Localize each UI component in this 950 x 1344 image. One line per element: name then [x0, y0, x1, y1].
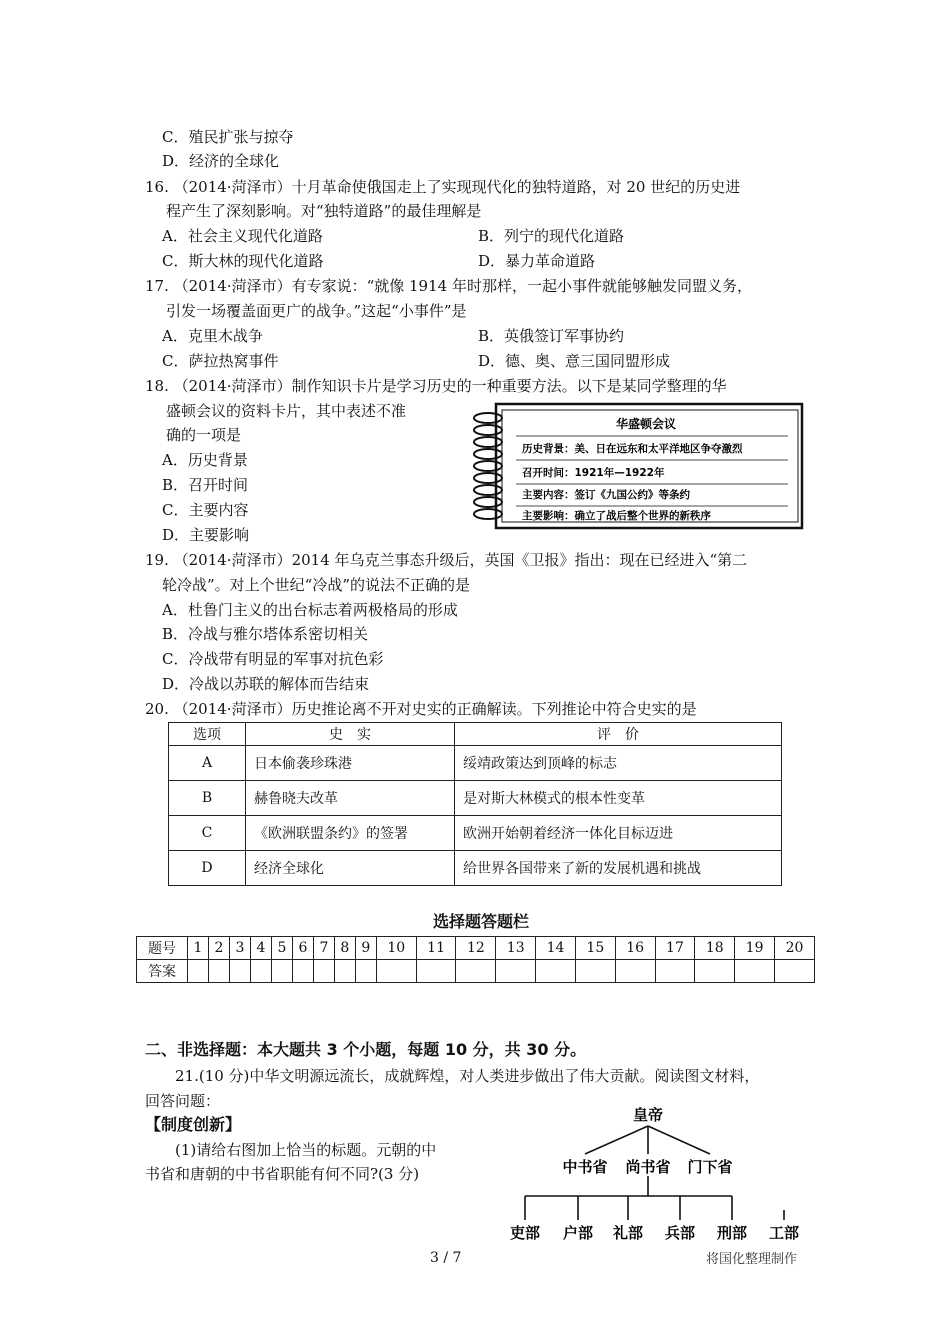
table-cell: D [169, 851, 246, 886]
answer-number-cell: 9 [355, 937, 376, 960]
org-chart [500, 1100, 820, 1250]
answer-number-cell: 16 [615, 937, 655, 960]
table-cell: 日本偷袭珍珠港 [246, 746, 455, 781]
answer-cell[interactable] [774, 960, 814, 983]
knowledge-card [466, 400, 808, 534]
answer-cell[interactable] [496, 960, 536, 983]
answer-number-cell: 11 [416, 937, 456, 960]
question-stem: 16. （2014·菏泽市）十月革命使俄国走上了实现现代化的独特道路，对 20 世纪的历史进 [145, 178, 741, 196]
option-text: C．斯大林的现代化道路 [162, 252, 324, 270]
answer-cell[interactable] [334, 960, 355, 983]
answer-input-row [137, 960, 815, 983]
question-stem: 19. （2014·菏泽市）2014 年乌克兰事态升级后，英国《卫报》指出：现在已经进入“第二 [145, 551, 748, 569]
answer-cell[interactable] [313, 960, 334, 983]
card-line: 主要内容：签订《九国公约》等条约 [522, 489, 690, 501]
table-cell: C [169, 816, 246, 851]
org-node: 工部 [768, 1224, 800, 1242]
org-node: 门下省 [687, 1158, 733, 1176]
answer-cell[interactable] [695, 960, 735, 983]
answer-number-cell: 12 [456, 937, 496, 960]
option-text: D．暴力革命道路 [478, 252, 596, 270]
answer-number-cell: 10 [376, 937, 416, 960]
answer-number-cell: 19 [735, 937, 775, 960]
table-row [169, 816, 782, 851]
option-text: A．社会主义现代化道路 [162, 227, 323, 245]
option-text: C．主要内容 [162, 501, 249, 519]
answer-number-cell: 8 [334, 937, 355, 960]
question-stem: 确的一项是 [166, 426, 242, 444]
row-label: 答案 [137, 960, 188, 983]
question-stem: 18. （2014·菏泽市）制作知识卡片是学习历史的一种重要方法。以下是某同学整理的华 [145, 377, 727, 395]
option-text: D．主要影响 [162, 526, 250, 544]
org-node: 礼部 [612, 1224, 644, 1242]
answer-cell[interactable] [271, 960, 292, 983]
table-cell: 赫鲁晓夫改革 [246, 781, 455, 816]
option-text: B．冷战与雅尔塔体系密切相关 [162, 625, 369, 643]
table-row [169, 851, 782, 886]
question-stem: 引发一场覆盖面更广的战争。”这起“小事件”是 [166, 302, 467, 320]
answer-cell[interactable] [188, 960, 209, 983]
answer-cell[interactable] [376, 960, 416, 983]
answer-number-cell: 7 [313, 937, 334, 960]
answer-number-cell: 3 [229, 937, 250, 960]
option-text: C．冷战带有明显的军事对抗色彩 [162, 650, 384, 668]
table-cell: 是对斯大林模式的根本性变革 [455, 781, 782, 816]
footer-credit: 将国化整理制作 [706, 1252, 798, 1267]
answer-table-title: 选择题答题栏 [433, 912, 530, 931]
table-cell: 《欧洲联盟条约》的签署 [246, 816, 455, 851]
answer-cell[interactable] [292, 960, 313, 983]
option-text: A．杜鲁门主义的出台标志着两极格局的形成 [162, 601, 458, 619]
answer-cell[interactable] [416, 960, 456, 983]
option-text: D．德、奥、意三国同盟形成 [478, 352, 671, 370]
option-text: A．克里木战争 [162, 327, 263, 345]
answer-cell[interactable] [208, 960, 229, 983]
org-chart-diagram [500, 1100, 820, 1250]
answer-cell[interactable] [575, 960, 615, 983]
table-header: 选项 [169, 723, 246, 746]
question-stem: 21.(10 分)中华文明源远流长，成就辉煌，对人类进步做出了伟大贡献。阅读图文材料， [175, 1067, 760, 1085]
question-stem: (1)请给右图加上恰当的标题。元朝的中 [175, 1141, 437, 1159]
notebook-card-image [466, 400, 808, 534]
question-stem: 盛顿会议的资料卡片，其中表述不准 [166, 402, 407, 420]
answer-number-cell: 2 [208, 937, 229, 960]
option-text: D．经济的全球化 [162, 152, 280, 170]
answer-number-cell: 6 [292, 937, 313, 960]
option-text: B．英俄签订军事协约 [478, 327, 625, 345]
org-node: 兵部 [664, 1224, 696, 1242]
q20-table [168, 722, 782, 886]
org-node-emperor: 皇帝 [632, 1106, 664, 1124]
table-header-row [169, 723, 782, 746]
question-stem: 20. （2014·菏泽市）历史推论离不开对史实的正确解读。下列推论中符合史实的是 [145, 700, 697, 718]
option-text: A．历史背景 [162, 451, 248, 469]
question-stem: 轮冷战”。对上个世纪“冷战”的说法不正确的是 [162, 576, 471, 594]
table-cell: 欧洲开始朝着经济一体化目标迈进 [455, 816, 782, 851]
answer-number-cell: 15 [575, 937, 615, 960]
org-node: 中书省 [562, 1158, 608, 1176]
table-cell: 绥靖政策达到顶峰的标志 [455, 746, 782, 781]
org-node: 吏部 [509, 1224, 541, 1242]
table-cell: B [169, 781, 246, 816]
table-cell: 给世界各国带来了新的发展机遇和挑战 [455, 851, 782, 886]
answer-number-cell: 14 [536, 937, 576, 960]
card-line: 历史背景：美、日在远东和太平洋地区争夺激烈 [522, 443, 743, 455]
answer-cell[interactable] [229, 960, 250, 983]
answer-cell[interactable] [655, 960, 695, 983]
page-number: 3 / 7 [430, 1250, 462, 1266]
answer-number-cell: 4 [250, 937, 271, 960]
card-line: 召开时间：1921年—1922年 [522, 467, 665, 479]
table-row [169, 746, 782, 781]
question-stem: 程产生了深刻影响。对“独特道路”的最佳理解是 [166, 202, 482, 220]
table-cell: 经济全球化 [246, 851, 455, 886]
option-text: B．列宁的现代化道路 [478, 227, 625, 245]
answer-number-cell: 18 [695, 937, 735, 960]
answer-table [136, 936, 815, 983]
question-stem: 17. （2014·菏泽市）有专家说：“就像 1914 年时那样，一起小事件就能够触发同盟义务， [145, 277, 752, 295]
answer-number-cell: 5 [271, 937, 292, 960]
answer-cell[interactable] [735, 960, 775, 983]
org-node: 尚书省 [625, 1158, 671, 1176]
answer-number-cell: 17 [655, 937, 695, 960]
section-heading: 二、非选择题：本大题共 3 个小题，每题 10 分，共 30 分。 [145, 1040, 587, 1059]
card-line: 主要影响：确立了战后整个世界的新秩序 [522, 510, 711, 522]
row-label: 题号 [137, 937, 188, 960]
org-node: 户部 [562, 1224, 594, 1242]
answer-cell[interactable] [536, 960, 576, 983]
table-header: 评 价 [455, 723, 782, 746]
card-title: 华盛顿会议 [615, 417, 677, 431]
table-cell: A [169, 746, 246, 781]
answer-cell[interactable] [615, 960, 655, 983]
answer-number-cell: 20 [774, 937, 814, 960]
org-node: 刑部 [716, 1224, 748, 1242]
question-stem: 回答问题： [145, 1092, 221, 1110]
answer-cell[interactable] [355, 960, 376, 983]
table-header: 史 实 [246, 723, 455, 746]
option-text: C．萨拉热窝事件 [162, 352, 279, 370]
option-text: B．召开时间 [162, 476, 249, 494]
answer-cell[interactable] [456, 960, 496, 983]
answer-number-cell: 1 [188, 937, 209, 960]
table-row [169, 781, 782, 816]
answer-number-cell: 13 [496, 937, 536, 960]
option-text: C．殖民扩张与掠夺 [162, 128, 294, 146]
question-stem: 书省和唐朝的中书省职能有何不同?(3 分) [145, 1165, 420, 1183]
option-text: D．冷战以苏联的解体而告结束 [162, 675, 370, 693]
answer-number-row [137, 937, 815, 960]
sub-heading: 【制度创新】 [145, 1115, 242, 1134]
answer-cell[interactable] [250, 960, 271, 983]
